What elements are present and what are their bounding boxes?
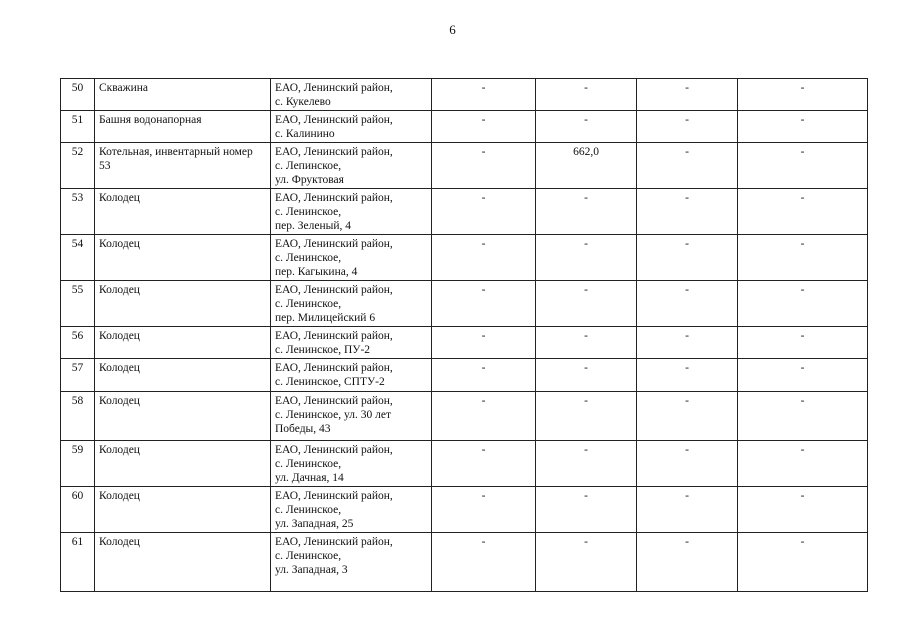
address-cell: ЕАО, Ленинский район, с. Ленинское, ул. Дачная, 14 — [271, 441, 432, 487]
value-cell: - — [637, 327, 738, 359]
value-cell: - — [536, 441, 637, 487]
value-cell: - — [738, 111, 868, 143]
row-number-cell: 52 — [61, 143, 95, 189]
table-row — [61, 111, 868, 143]
row-number-cell: 58 — [61, 392, 95, 441]
value-cell: - — [432, 189, 536, 235]
value-cell: - — [738, 327, 868, 359]
row-number-cell: 51 — [61, 111, 95, 143]
value-cell: - — [738, 79, 868, 111]
value-cell: - — [432, 327, 536, 359]
object-name-cell: Колодец — [95, 327, 271, 359]
address-cell: ЕАО, Ленинский район, с. Ленинское, пер. Кагыкина, 4 — [271, 235, 432, 281]
value-cell: - — [738, 359, 868, 392]
value-cell: - — [432, 441, 536, 487]
row-number-cell: 57 — [61, 359, 95, 392]
value-cell: - — [637, 281, 738, 327]
value-cell: - — [637, 79, 738, 111]
object-name-cell: Колодец — [95, 441, 271, 487]
table-row — [61, 235, 868, 281]
value-cell: - — [432, 143, 536, 189]
address-cell: ЕАО, Ленинский район, с. Ленинское, пер. Зеленый, 4 — [271, 189, 432, 235]
table-row — [61, 327, 868, 359]
object-name-cell: Колодец — [95, 281, 271, 327]
value-cell: - — [536, 79, 637, 111]
value-cell: - — [738, 189, 868, 235]
value-cell: - — [536, 327, 637, 359]
value-cell: - — [432, 235, 536, 281]
value-cell: 662,0 — [536, 143, 637, 189]
table-row — [61, 281, 868, 327]
table-row — [61, 189, 868, 235]
value-cell: - — [738, 392, 868, 441]
value-cell: - — [536, 392, 637, 441]
row-number-cell: 54 — [61, 235, 95, 281]
value-cell: - — [637, 111, 738, 143]
address-cell: ЕАО, Ленинский район, с. Кукелево — [271, 79, 432, 111]
value-cell: - — [637, 533, 738, 592]
value-cell: - — [738, 281, 868, 327]
value-cell: - — [637, 441, 738, 487]
table-row — [61, 441, 868, 487]
value-cell: - — [738, 441, 868, 487]
table-row — [61, 487, 868, 533]
value-cell: - — [536, 487, 637, 533]
row-number-cell: 61 — [61, 533, 95, 592]
value-cell: - — [637, 359, 738, 392]
value-cell: - — [432, 487, 536, 533]
page-number: 6 — [449, 22, 456, 37]
value-cell: - — [536, 189, 637, 235]
address-cell: ЕАО, Ленинский район, с. Ленинское, ул. Западная, 25 — [271, 487, 432, 533]
value-cell: - — [432, 392, 536, 441]
row-number-cell: 59 — [61, 441, 95, 487]
value-cell: - — [432, 359, 536, 392]
value-cell: - — [738, 533, 868, 592]
value-cell: - — [432, 533, 536, 592]
value-cell: - — [536, 533, 637, 592]
address-cell: ЕАО, Ленинский район, с. Ленинское, ПУ-2 — [271, 327, 432, 359]
value-cell: - — [432, 79, 536, 111]
row-number-cell: 53 — [61, 189, 95, 235]
object-name-cell: Колодец — [95, 189, 271, 235]
object-name-cell: Колодец — [95, 359, 271, 392]
value-cell: - — [536, 111, 637, 143]
row-number-cell: 50 — [61, 79, 95, 111]
table-row — [61, 359, 868, 392]
value-cell: - — [637, 143, 738, 189]
object-name-cell: Колодец — [95, 487, 271, 533]
address-cell: ЕАО, Ленинский район, с. Ленинское, СПТУ-2 — [271, 359, 432, 392]
address-cell: ЕАО, Ленинский район, с. Ленинское, пер. Милицейский 6 — [271, 281, 432, 327]
value-cell: - — [637, 392, 738, 441]
object-name-cell: Колодец — [95, 533, 271, 592]
object-name-cell: Башня водонапорная — [95, 111, 271, 143]
address-cell: ЕАО, Ленинский район, с. Калинино — [271, 111, 432, 143]
object-name-cell: Скважина — [95, 79, 271, 111]
value-cell: - — [637, 487, 738, 533]
value-cell: - — [432, 111, 536, 143]
value-cell: - — [738, 487, 868, 533]
registry-table — [60, 78, 868, 592]
row-number-cell: 56 — [61, 327, 95, 359]
table-row — [61, 392, 868, 441]
address-cell: ЕАО, Ленинский район, с. Ленинское, ул. Западная, 3 — [271, 533, 432, 592]
object-name-cell: Колодец — [95, 392, 271, 441]
object-name-cell: Котельная, инвентарный номер 53 — [95, 143, 271, 189]
value-cell: - — [432, 281, 536, 327]
object-name-cell: Колодец — [95, 235, 271, 281]
row-number-cell: 60 — [61, 487, 95, 533]
address-cell: ЕАО, Ленинский район, с. Лепинское, ул. Фруктовая — [271, 143, 432, 189]
row-number-cell: 55 — [61, 281, 95, 327]
value-cell: - — [738, 235, 868, 281]
value-cell: - — [536, 281, 637, 327]
address-cell: ЕАО, Ленинский район, с. Ленинское, ул. 30 лет Победы, 43 — [271, 392, 432, 441]
table-row — [61, 533, 868, 592]
value-cell: - — [637, 235, 738, 281]
value-cell: - — [738, 143, 868, 189]
table-row — [61, 79, 868, 111]
value-cell: - — [536, 359, 637, 392]
table-row — [61, 143, 868, 189]
value-cell: - — [637, 189, 738, 235]
value-cell: - — [536, 235, 637, 281]
